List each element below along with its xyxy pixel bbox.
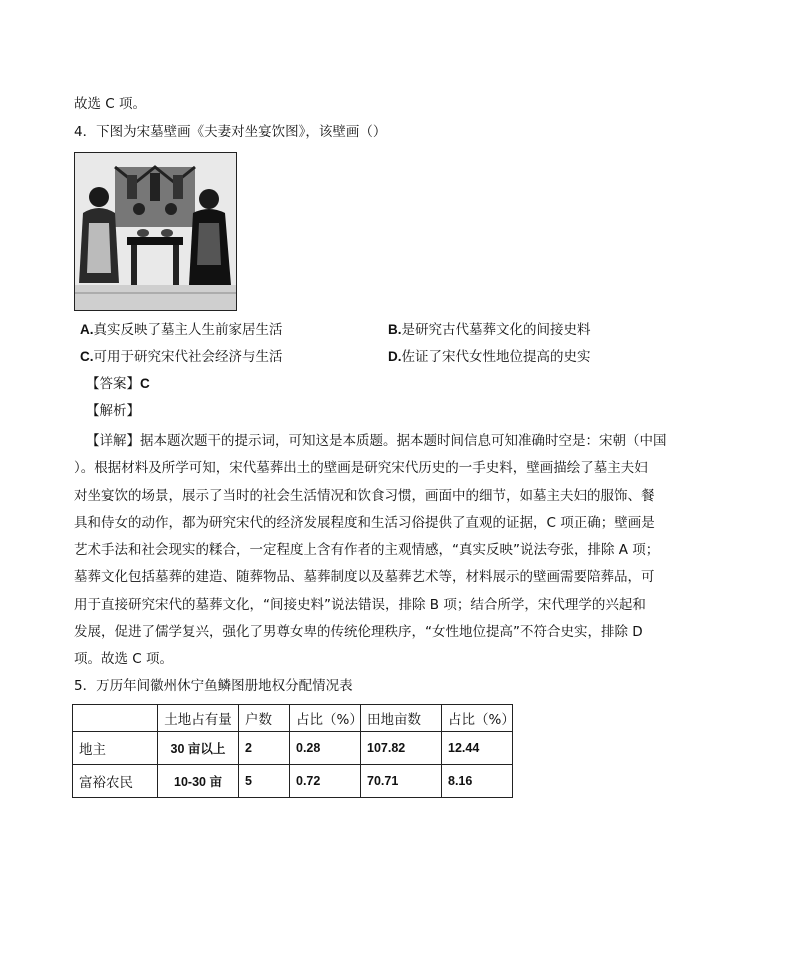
option-d-letter: D. [388, 349, 402, 364]
table-header-cell: 田地亩数 [361, 705, 442, 732]
detail-explanation [74, 428, 684, 674]
table-header-cell: 户数 [239, 705, 290, 732]
detail-line: ）。根据材料及所学可知，宋代墓葬出土的壁画是研究宋代历史的一手史料，壁画描绘了墓主夫妇 [74, 460, 648, 477]
table-cell: 30 亩以上 [158, 732, 239, 765]
table-cell: 8.16 [442, 765, 513, 798]
answer-value: C [140, 376, 150, 391]
option-a [80, 320, 283, 340]
option-a-text: 真实反映了墓主人生前家居生活 [93, 322, 283, 338]
detail-line: 发展，促进了儒学复兴，强化了男尊女卑的传统伦理秩序，“女性地位提高”不符合史实，排除 D [74, 624, 643, 641]
question-4-stem: 4．下图为宋墓壁画《夫妻对坐宴饮图》，该壁画（） [74, 124, 387, 140]
detail-line: 具和侍女的动作，都为研究宋代的经济发展程度和生活习俗提供了直观的证据，C 项正确；壁画是 [74, 514, 655, 531]
table-cell: 0.28 [290, 732, 361, 765]
option-b-text: 是研究古代墓葬文化的间接史料 [401, 322, 591, 338]
previous-answer-line: 故选 C 项。 [74, 96, 147, 112]
answer-label: 【答案】 [86, 376, 140, 392]
option-c-text: 可用于研究宋代社会经济与生活 [93, 349, 283, 365]
option-b [388, 320, 591, 340]
analysis-label: 【解析】 [86, 403, 140, 419]
detail-line: 用于直接研究宋代的墓葬文化，“间接史料”说法错误，排除 B 项；结合所学，宋代理学的兴起和 [74, 596, 646, 613]
detail-line: 对坐宴饮的场景，展示了当时的社会生活情况和饮食习惯，画面中的细节，如墓主夫妇的服饰、餐 [74, 487, 655, 504]
table-cell: 12.44 [442, 732, 513, 765]
table-header-row [73, 705, 513, 732]
table-header-cell [73, 705, 158, 732]
detail-line: 艺术手法和社会现实的糅合，一定程度上含有作者的主观情感，“真实反映”说法夸张，排除 A 项； [74, 542, 660, 559]
table-cell: 地主 [73, 732, 158, 765]
table-cell: 5 [239, 765, 290, 798]
land-distribution-table [72, 704, 513, 798]
table-row [73, 765, 513, 798]
option-a-letter: A. [80, 322, 94, 337]
mural-illustration [75, 153, 236, 310]
question-5-stem: 5．万历年间徽州休宁鱼鳞图册地权分配情况表 [74, 678, 353, 694]
table-cell: 富裕农民 [73, 765, 158, 798]
table-header-cell: 占比（%） [442, 705, 513, 732]
option-b-letter: B. [388, 322, 402, 337]
table-cell: 0.72 [290, 765, 361, 798]
table-cell: 70.71 [361, 765, 442, 798]
table-cell: 2 [239, 732, 290, 765]
option-c-letter: C. [80, 349, 94, 364]
option-c [80, 347, 283, 367]
answer-line [86, 374, 150, 394]
detail-line: 项。故选 C 项。 [74, 651, 174, 668]
option-d-text: 佐证了宋代女性地位提高的史实 [401, 349, 591, 365]
option-d [388, 347, 591, 367]
table-cell: 107.82 [361, 732, 442, 765]
song-tomb-mural-image [74, 152, 237, 311]
table-row [73, 732, 513, 765]
detail-line: 【详解】据本题次题干的提示词，可知这是本质题。据本题时间信息可知准确时空是：宋朝（中国 [86, 433, 667, 449]
table-header-cell: 土地占有量 [158, 705, 239, 732]
detail-line: 墓葬文化包括墓葬的建造、随葬物品、墓葬制度以及墓葬艺术等，材料展示的壁画需要陪葬品，可 [74, 569, 655, 586]
table-header-cell: 占比（%） [290, 705, 361, 732]
table-cell: 10-30 亩 [158, 765, 239, 798]
